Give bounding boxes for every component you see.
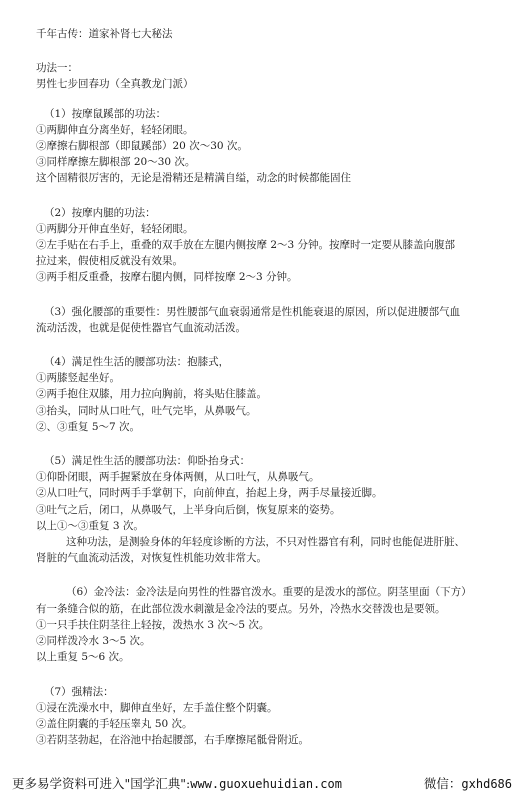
section-7 (36, 684, 506, 749)
section-line: ①两膝竖起坐好。 (36, 372, 120, 385)
footer-text: 更多易学资料可进入"国学汇典": (12, 776, 191, 791)
section-line: ③若阴茎勃起，在浴池中抬起腰部，右手摩擦尾骶骨附近。 (36, 734, 309, 747)
section-line: ②摩擦右脚根部（即鼠蹊部）20 次～30 次。 (36, 140, 248, 153)
section-heading: （6）金冷法：金冷法是向男性的性器官泼水。重要的是泼水的部位。阴茎里面（下方） (66, 586, 472, 599)
section-line: ③两手相反重叠，按摩右腿内侧，同样按摩 2～3 分钟。 (36, 271, 298, 284)
section-line: ①一只手扶住阴茎往上轻按，泼热水 3 次～5 次。 (36, 618, 270, 631)
section-5 (36, 453, 506, 566)
section-line: ①两脚分开伸直坐好，轻轻闭眼。 (36, 222, 194, 235)
section-heading: （7）强精法： (44, 685, 114, 698)
section-line: ②同样泼冷水 3～5 次。 (36, 635, 151, 648)
section-line: ③抬头，同时从口吐气，吐气完毕，从鼻吸气。 (36, 404, 257, 417)
method-subheading: 男性七步回春功（全真教龙门派） (36, 78, 194, 91)
section-line: ①浸在洗澡水中，脚伸直坐好，左手盖住整个阴囊。 (36, 701, 278, 714)
section-line: ①仰卧闭眼，两手握紧放在身体两侧，从口吐气，从鼻吸气。 (36, 471, 320, 484)
section-line: ③吐气之后，闭口，从鼻吸气，上半身向后倒，恢复原来的姿势。 (36, 503, 341, 516)
section-line: ②、③重复 5～7 次。 (36, 420, 141, 433)
section-line: ②从口吐气，同时两手手掌朝下，向前伸直，抬起上身，两手尽量接近脚。 (36, 487, 383, 500)
section-2 (36, 205, 506, 286)
footer-url[interactable]: www.guoxuehuidian.com (190, 777, 342, 791)
section-line: ②左手贴在右手上，重叠的双手放在左腿内侧按摩 2～3 分钟。按摩时一定要从膝盖向腹部 (36, 239, 456, 252)
wechat-label: 微信： (423, 776, 462, 791)
section-line: 流动活泼，也就是促使性器官气血流动活泼。 (36, 321, 246, 334)
section-3 (36, 304, 506, 336)
section-heading: （4）满足性生活的腰部功法：抱膝式， (44, 356, 230, 369)
method-heading: 功法一： (36, 62, 78, 75)
section-line: ②两手抱住双膝，用力拉向胸前，将头贴住膝盖。 (36, 388, 267, 401)
footer-wechat (424, 774, 512, 792)
document-title: 千年古传：道家补肾七大秘法 (36, 28, 173, 40)
section-line: 拉过来，假使相反就没有效果。 (36, 255, 183, 268)
section-paragraph: 这种功法，是测验身体的年轻度诊断的方法，不只对性器官有利，同时也能促进肝脏、 (66, 536, 465, 549)
section-line: ②盖住阴囊的手轻压睾丸 50 次。 (36, 717, 193, 730)
section-1 (36, 106, 506, 187)
section-6 (36, 584, 506, 665)
section-line: 这个固精很厉害的，无论是滑精还是精满自缢，动念的时候都能固住 (36, 172, 351, 185)
section-4 (36, 354, 506, 435)
section-line: ③同样摩擦左脚根部 20～30 次。 (36, 156, 196, 169)
section-line: 以上重复 5～6 次。 (36, 651, 130, 664)
footer-watermark (12, 774, 512, 792)
section-line: ①两脚伸直分离坐好，轻轻闭眼。 (36, 123, 194, 136)
section-heading: （1）按摩鼠蹊部的功法： (44, 107, 167, 120)
section-paragraph: 肾脏的气血流动活泼，对恢复性机能功效非常大。 (36, 552, 267, 565)
section-heading: （2）按摩内腿的功法： (44, 206, 156, 219)
section-line: 有一条缝合似的筋，在此部位泼水刺激是金冷法的要点。另外，冷热水交替泼也是要领。 (36, 602, 446, 615)
section-heading: （3）强化腰部的重要性：男性腰部气血衰弱通常是性机能衰退的原因，所以促进腰部气血 (44, 305, 461, 318)
section-heading: （5）满足性生活的腰部功法：仰卧抬身式： (44, 455, 251, 468)
wechat-id: gxhd686 (461, 777, 512, 791)
section-line: 以上①～③重复 3 次。 (36, 519, 144, 532)
document-body (36, 26, 506, 748)
